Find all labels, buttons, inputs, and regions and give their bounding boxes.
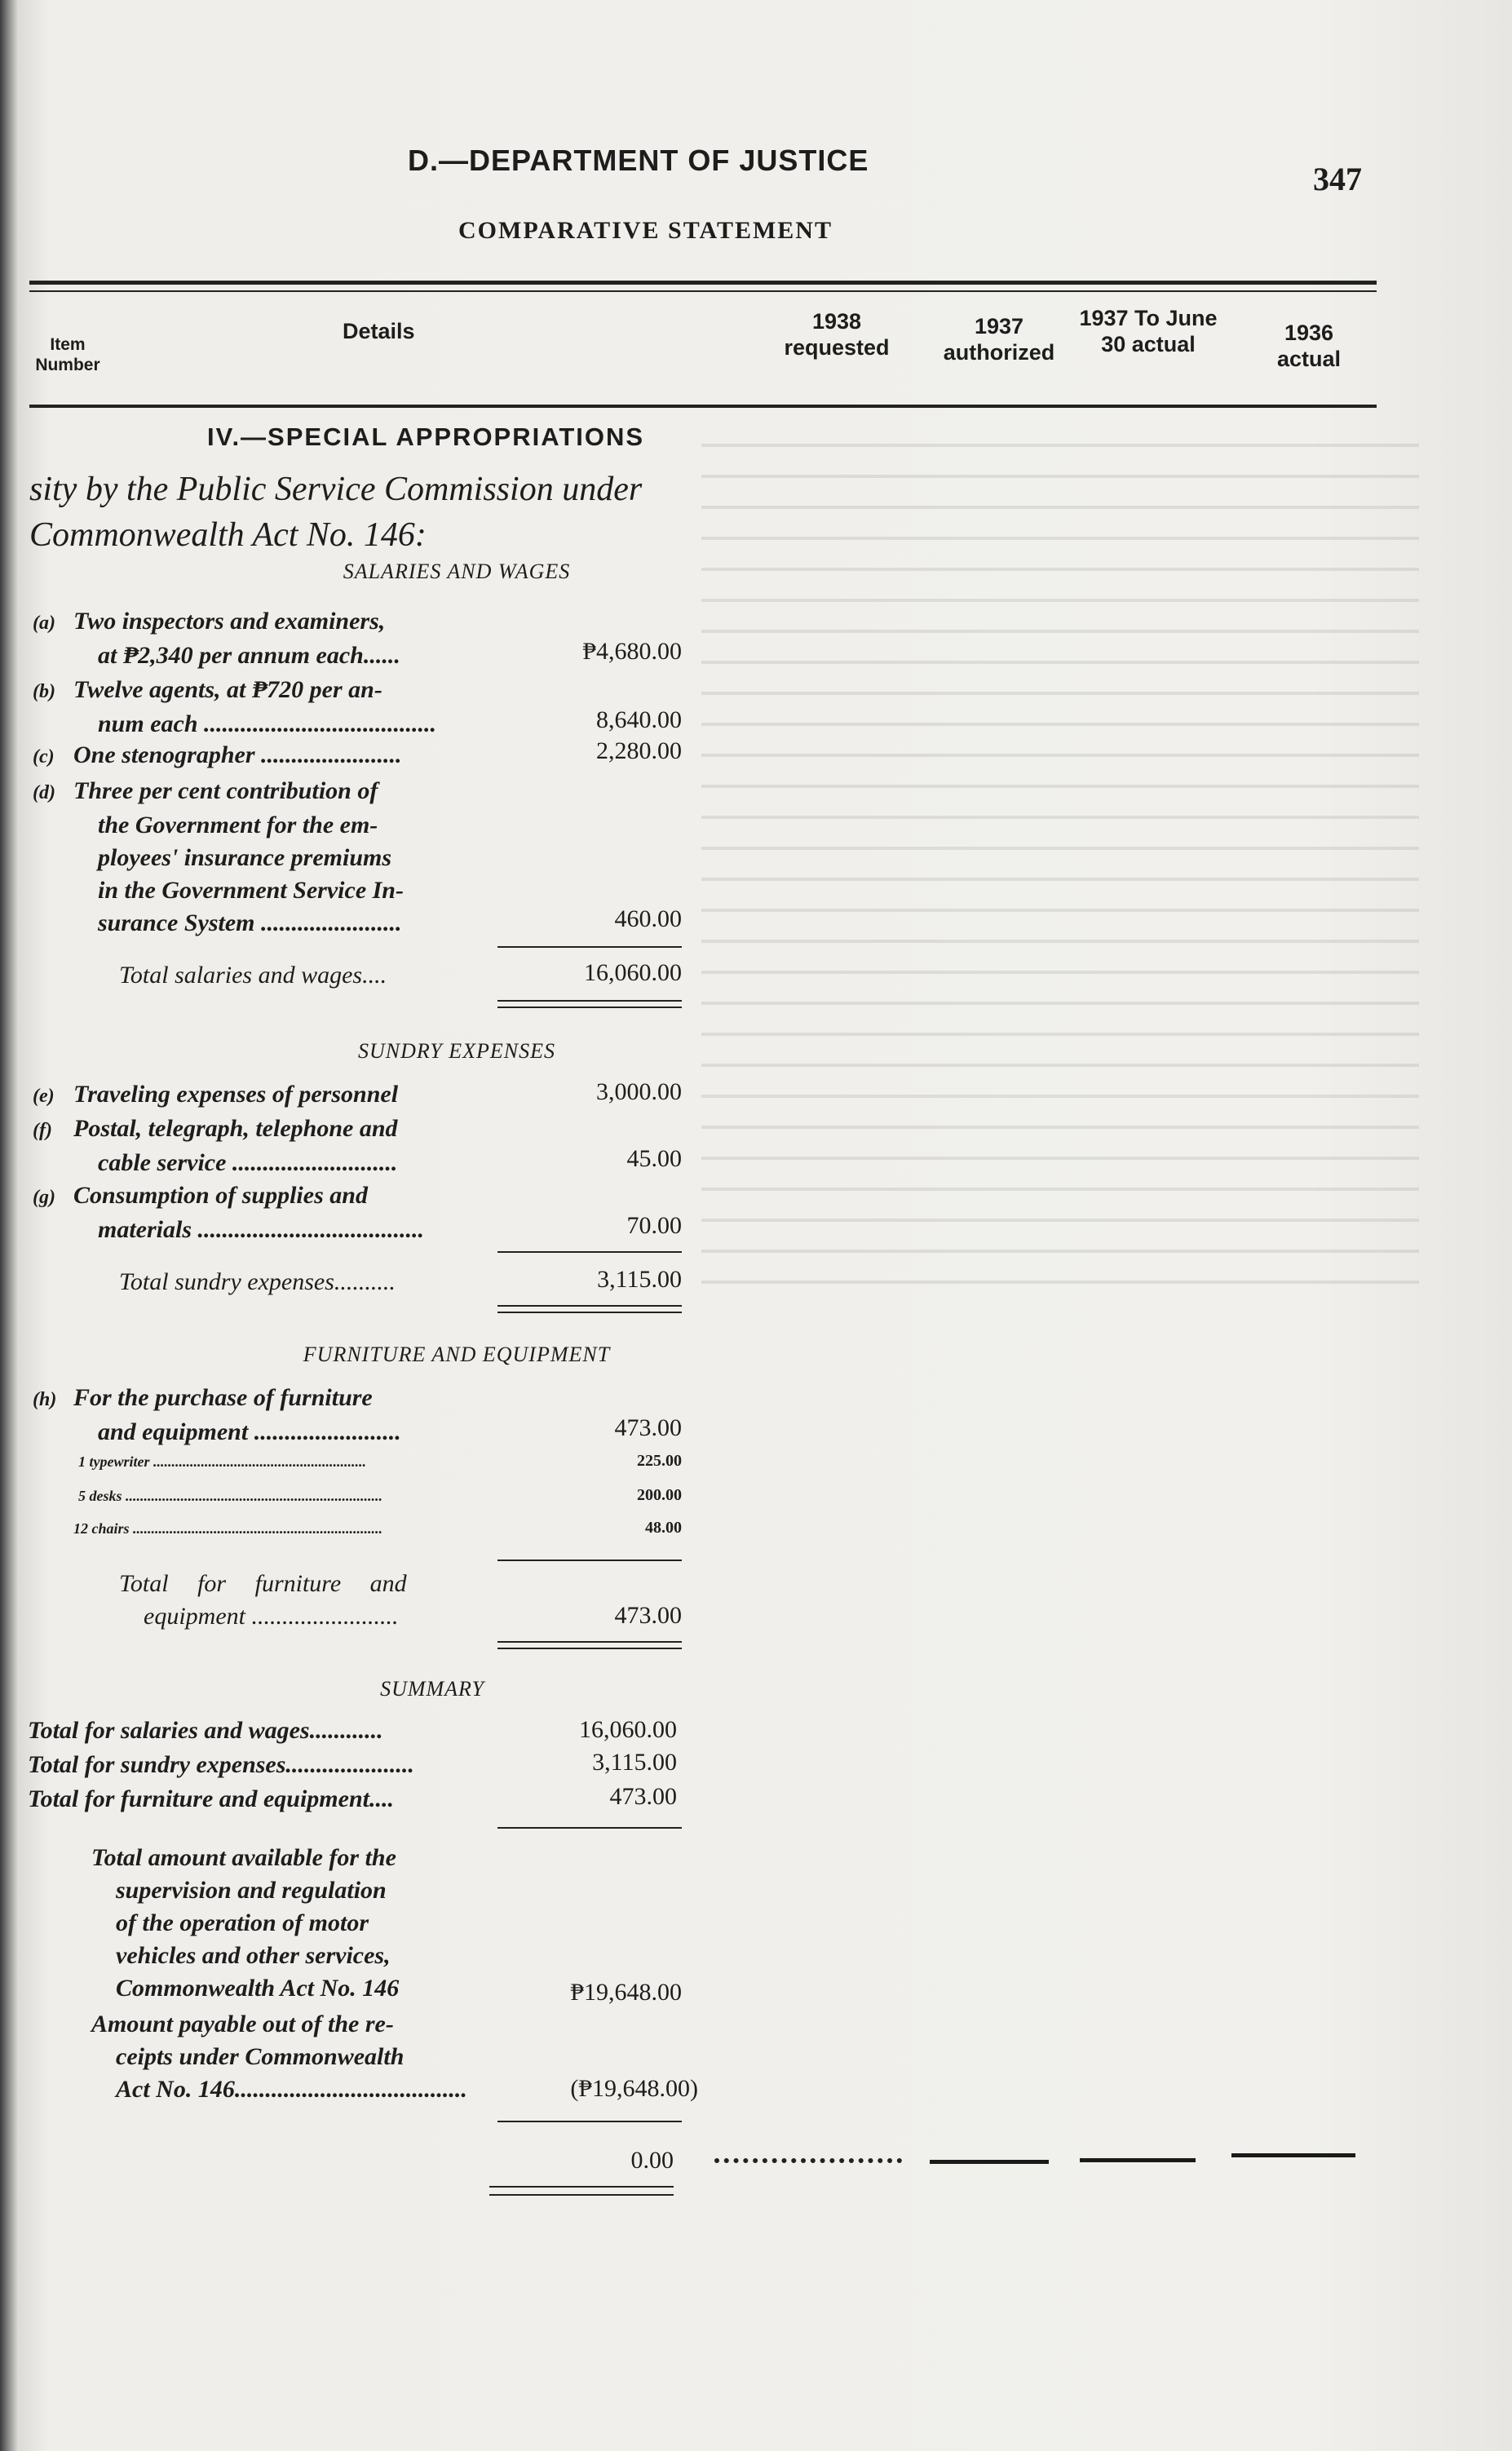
rule-salaries-total-2 bbox=[497, 1007, 682, 1008]
breakdown-desks-label: 5 desks ...................................................................... bbox=[78, 1488, 382, 1504]
item-e-amount: 3,000.00 bbox=[596, 1078, 682, 1105]
breakdown-typewriter-amount: 225.00 bbox=[637, 1452, 682, 1470]
item-h-amount: 473.00 bbox=[614, 1414, 682, 1441]
breakdown-typewriter-label: 1 typewriter .......................................................... bbox=[78, 1453, 366, 1470]
salaries-total-amount: 16,060.00 bbox=[584, 959, 682, 986]
rule-salaries-subtotal bbox=[497, 946, 682, 948]
sundry-heading: SUNDRY EXPENSES bbox=[357, 1039, 556, 1063]
dash-1937-to-june bbox=[1080, 2158, 1196, 2162]
summary-furniture-label: Total for furniture and equipment.... bbox=[28, 1785, 394, 1812]
summary-sundry-amount: 3,115.00 bbox=[592, 1749, 677, 1776]
header-rule-top bbox=[29, 281, 1377, 285]
page-number: 347 bbox=[1313, 161, 1362, 197]
item-f-amount: 45.00 bbox=[626, 1145, 682, 1172]
rule-net-total-1 bbox=[489, 2186, 674, 2188]
item-f-description: (f) Postal, telegraph, telephone and cable service ........................... bbox=[33, 1115, 398, 1176]
column-1938-requested: 1938 requested bbox=[784, 309, 890, 361]
section-title: IV.—SPECIAL APPROPRIATIONS bbox=[207, 423, 645, 451]
summary-salaries-label: Total for salaries and wages............ bbox=[28, 1717, 383, 1744]
item-e-description: (e) Traveling expenses of personnel bbox=[33, 1081, 399, 1108]
rule-salaries-total-1 bbox=[497, 1000, 682, 1002]
header-rule-bottom bbox=[29, 405, 1377, 408]
item-c-description: (c) One stenographer ....................... bbox=[33, 741, 402, 768]
breakdown-chairs-amount: 48.00 bbox=[645, 1519, 682, 1537]
item-d-description: (d) Three per cent contribution of the Government for the em- ployees' insurance premiums in the Government Service In- surance System ....................... bbox=[33, 777, 404, 936]
bleed-through-text bbox=[701, 416, 1419, 2047]
receipts-label: Amount payable out of the re- ceipts under Commonwealth Act No. 146...................................... bbox=[91, 2011, 467, 2103]
summary-furniture-amount: 473.00 bbox=[609, 1783, 677, 1810]
column-1937-to-june: 1937 To June 30 actual bbox=[1079, 306, 1218, 357]
statement-subtitle: COMPARATIVE STATEMENT bbox=[458, 217, 833, 244]
column-item-number: Item Number bbox=[35, 335, 100, 375]
furniture-heading: FURNITURE AND EQUIPMENT bbox=[303, 1343, 611, 1366]
column-1936-actual: 1936 actual bbox=[1276, 321, 1342, 372]
furniture-total-amount: 473.00 bbox=[614, 1602, 682, 1629]
total-available-label: Total amount available for the supervision and regulation of the operation of motor vehicles and other services, Commonwealth Act No. 146 bbox=[91, 1844, 400, 2002]
dotted-leader-requested bbox=[714, 2153, 902, 2163]
summary-salaries-amount: 16,060.00 bbox=[579, 1716, 677, 1743]
rule-net-total-2 bbox=[489, 2194, 674, 2196]
rule-sundry-subtotal bbox=[497, 1251, 682, 1253]
item-a-amount: ₱4,680.00 bbox=[582, 638, 682, 665]
rule-net-subtotal bbox=[497, 2121, 682, 2122]
dash-1937-authorized bbox=[930, 2160, 1049, 2164]
lead-in-line-2: Commonwealth Act No. 146: bbox=[29, 516, 427, 554]
item-b-description: (b) Twelve agents, at ₱720 per an- num each ...................................... bbox=[33, 676, 437, 737]
rule-furniture-total-1 bbox=[497, 1641, 682, 1643]
header-rule-top-thin bbox=[29, 290, 1377, 292]
sundry-total-amount: 3,115.00 bbox=[597, 1266, 682, 1293]
salaries-heading: SALARIES AND WAGES bbox=[343, 560, 571, 583]
rule-summary-subtotal bbox=[497, 1827, 682, 1829]
rule-furniture-total-2 bbox=[497, 1648, 682, 1649]
breakdown-chairs-label: 12 chairs .................................................................... bbox=[73, 1520, 383, 1537]
rule-sundry-total-1 bbox=[497, 1305, 682, 1307]
department-title: D.—DEPARTMENT OF JUSTICE bbox=[408, 144, 869, 177]
rule-furniture-subtotal bbox=[497, 1560, 682, 1561]
item-g-amount: 70.00 bbox=[626, 1212, 682, 1239]
total-available-amount: ₱19,648.00 bbox=[570, 1979, 682, 2006]
item-h-description: (h) For the purchase of furniture and equipment ........................ bbox=[33, 1384, 401, 1445]
column-1937-authorized: 1937 authorized bbox=[943, 314, 1055, 365]
summary-heading: SUMMARY bbox=[380, 1677, 484, 1701]
lead-in-line-1: sity by the Public Service Commission under bbox=[29, 471, 643, 508]
column-details: Details bbox=[343, 319, 415, 343]
sundry-total-label: Total sundry expenses.......... bbox=[119, 1268, 396, 1295]
item-d-amount: 460.00 bbox=[614, 905, 682, 932]
net-amount: 0.00 bbox=[630, 2147, 674, 2174]
summary-sundry-label: Total for sundry expenses..................... bbox=[28, 1751, 414, 1778]
rule-sundry-total-2 bbox=[497, 1312, 682, 1313]
dash-1936-actual bbox=[1231, 2153, 1355, 2157]
salaries-total-label: Total salaries and wages.... bbox=[119, 962, 387, 989]
receipts-amount: (₱19,648.00) bbox=[570, 2075, 698, 2102]
item-g-description: (g) Consumption of supplies and materials ..................................... bbox=[33, 1182, 425, 1243]
item-a-description: (a) Two inspectors and examiners, at ₱2,340 per annum each...... bbox=[33, 608, 400, 669]
item-c-amount: 2,280.00 bbox=[596, 737, 682, 764]
item-b-amount: 8,640.00 bbox=[596, 706, 682, 733]
breakdown-desks-amount: 200.00 bbox=[637, 1486, 682, 1504]
furniture-total-label: Total for furniture and equipment ........................ bbox=[119, 1570, 407, 1630]
